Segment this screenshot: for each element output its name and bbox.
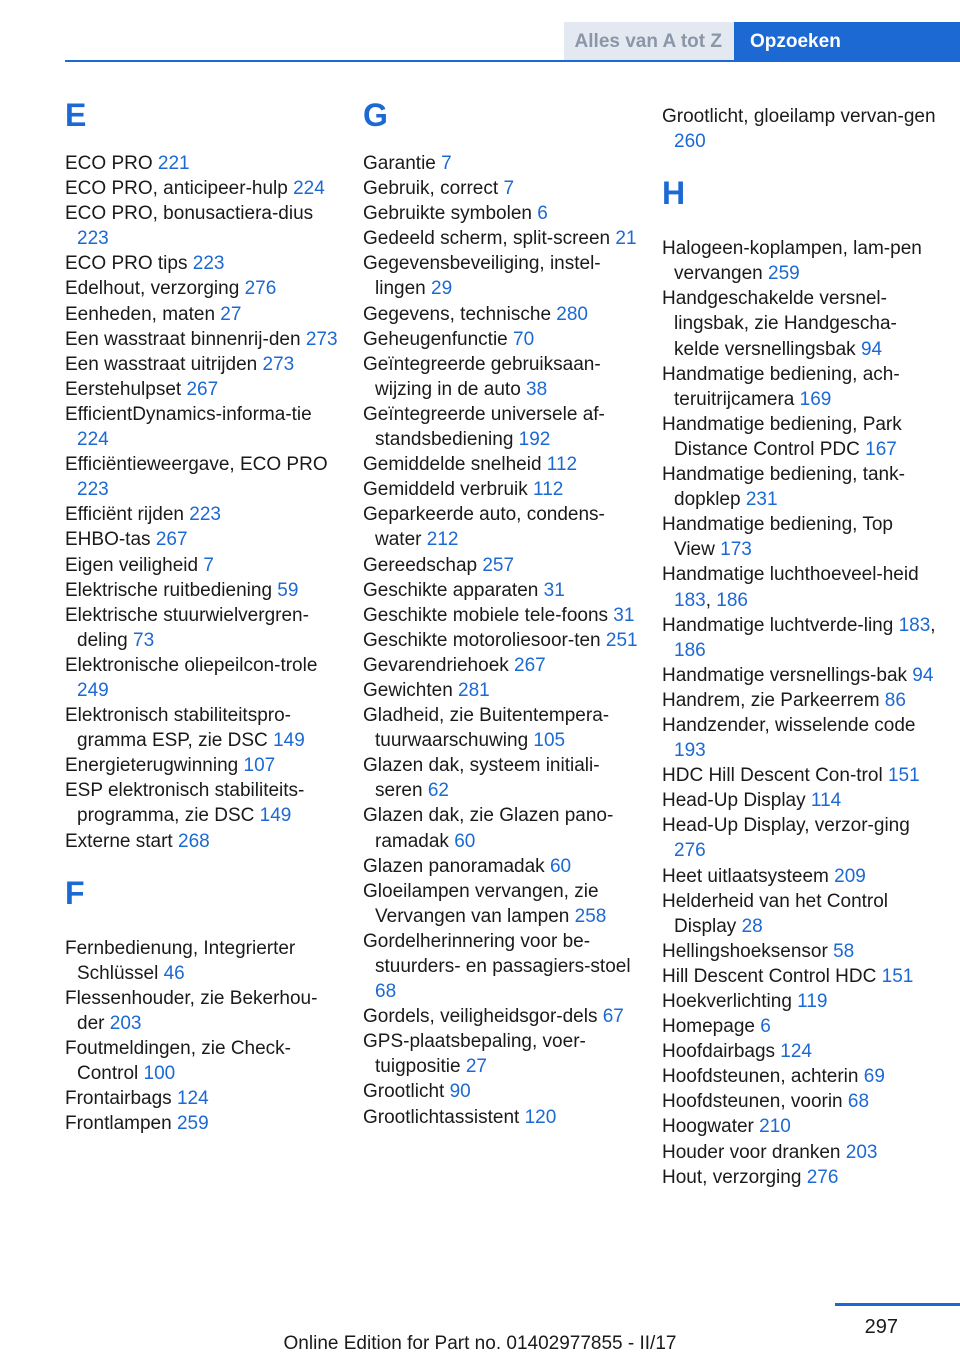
page-reference-link[interactable]: 231	[745, 489, 778, 511]
page-reference-link[interactable]: 203	[109, 1012, 142, 1034]
page-reference-link[interactable]: 223	[189, 504, 221, 526]
index-entry-term: ECO PRO tips	[65, 253, 193, 275]
index-entry	[662, 889, 937, 939]
index-entry-term: ECO PRO	[65, 153, 158, 174]
index-entry-term: Grootlichtassistent	[363, 1106, 525, 1128]
page-reference-link[interactable]: 280	[556, 303, 588, 325]
page-reference-link[interactable]: 258	[574, 905, 607, 927]
index-entry-term: Handmatige luchtverde-ling	[662, 614, 899, 636]
chapter-tab: Opzoeken	[734, 22, 960, 62]
index-entry: Handmatige luchtverde-ling 183, 186	[662, 614, 936, 661]
index-entry	[363, 201, 638, 226]
index-entry	[363, 1029, 638, 1079]
index-entry-term: Gegevens, technische	[363, 303, 557, 325]
index-entry-term: Glazen dak, systeem initiali-seren	[363, 755, 600, 802]
index-entry	[65, 502, 340, 527]
index-entry-term: Geïntegreerde universele af-standsbediening	[363, 403, 605, 451]
index-entry	[65, 603, 340, 653]
index-entry	[662, 1089, 937, 1114]
page-reference-link[interactable]: 60	[454, 830, 476, 852]
index-entry	[363, 678, 638, 703]
index-entry-term: Glazen panoramadak	[363, 855, 550, 877]
index-entry	[662, 663, 937, 688]
page-reference-link[interactable]: 259	[176, 1113, 209, 1135]
index-entry	[65, 753, 340, 778]
index-entry	[363, 477, 638, 502]
index-entry	[662, 864, 937, 889]
page-reference-link[interactable]: 212	[426, 529, 459, 551]
page-reference-link[interactable]: 105	[533, 730, 566, 752]
index-entry	[65, 578, 340, 603]
page-reference-link[interactable]: 6	[537, 203, 548, 225]
index-entry	[662, 512, 937, 562]
index-entry	[662, 286, 937, 361]
index-entry-term: Edelhout, verzorging	[65, 278, 245, 300]
page-reference-link[interactable]: 68	[375, 981, 397, 1003]
index-entry	[65, 829, 340, 854]
index-entry-term: Heet uitlaatsysteem	[662, 865, 835, 887]
index-entry-term: Geschikte apparaten	[363, 579, 544, 601]
page-reference-link[interactable]: 186	[674, 639, 706, 661]
index-entry	[65, 251, 340, 276]
page-reference-link[interactable]: 31	[543, 579, 565, 601]
index-entry	[662, 989, 937, 1014]
index-entry	[363, 929, 638, 1004]
index-entry	[363, 452, 638, 477]
page-reference-link[interactable]: 259	[768, 263, 800, 285]
index-entry-term: Hoofdsteunen, voorin	[662, 1091, 848, 1113]
index-entry	[65, 527, 340, 552]
index-entry-term: ECO PRO, bonusactiera-dius	[65, 203, 314, 225]
page-reference-link[interactable]: 149	[273, 730, 305, 752]
page-reference-link[interactable]: 251	[605, 629, 638, 651]
page-reference-link[interactable]: 46	[163, 962, 185, 984]
index-entry	[363, 226, 638, 251]
index-entry-term: Gegevensbeveiliging, instel-lingen	[363, 253, 601, 300]
index-entry	[363, 703, 638, 753]
index-entry	[363, 578, 638, 603]
page-reference-link[interactable]: 90	[449, 1081, 471, 1103]
index-entry	[65, 1111, 340, 1136]
index-entry-term: Gewichten	[363, 679, 459, 701]
index-entry-term: Hoofdsteunen, achterin	[662, 1066, 864, 1088]
index-entry-term: Gebruik, correct	[363, 178, 504, 200]
page-reference-link[interactable]: 59	[277, 579, 299, 601]
index-entry-term: Handmatige versnellings-bak	[662, 664, 913, 686]
page-reference-link[interactable]: 60	[549, 855, 572, 877]
index-entry-term: Garantie	[363, 153, 442, 174]
index-entry-term: Geheugenfunctie	[363, 328, 514, 350]
page-reference-link[interactable]: 73	[133, 629, 155, 651]
page-reference-link[interactable]: 169	[799, 388, 832, 410]
index-entry-term: HDC Hill Descent Con-trol	[662, 765, 888, 787]
page-reference-link[interactable]: 114	[810, 790, 842, 812]
index-entry	[662, 964, 937, 989]
index-entry-term: Head-Up Display	[662, 790, 811, 812]
index-entry-term: Hill Descent Control HDC	[662, 965, 882, 987]
index-entry	[65, 377, 340, 402]
index-entry-term: Hellingshoeksensor	[662, 940, 834, 962]
index-entry	[363, 302, 638, 327]
page-reference-link[interactable]: 173	[720, 539, 752, 561]
index-entry	[363, 251, 638, 301]
index-entry	[662, 362, 937, 412]
index-entry-term: Gereedschap	[363, 554, 483, 576]
page-reference-link[interactable]: 151	[881, 965, 914, 987]
index-entry-term: Fernbedienung, Integrierter Schlüssel	[65, 937, 296, 984]
page-reference-link[interactable]: 276	[674, 840, 706, 862]
index-letter-heading: G	[363, 97, 388, 133]
page-reference-link[interactable]: 224	[293, 178, 325, 200]
index-entry	[363, 402, 638, 452]
index-entry-term: Externe start	[65, 830, 178, 852]
index-entry-term: Eerstehulpset	[65, 378, 187, 400]
page-reference-link[interactable]: 209	[834, 865, 866, 887]
index-entry	[363, 151, 638, 176]
index-entry	[65, 402, 340, 452]
index-entry	[662, 1039, 937, 1064]
index-entry	[65, 1036, 340, 1086]
page-reference-link[interactable]: 94	[912, 664, 934, 686]
index-entry	[363, 879, 638, 929]
index-entry-term: Energieterugwinning	[65, 755, 244, 777]
page-reference-link[interactable]: 6	[760, 1016, 771, 1038]
index-entry	[662, 688, 937, 713]
index-entry-term: Frontairbags	[65, 1088, 177, 1110]
index-entry	[662, 939, 937, 964]
page-reference-link[interactable]: 100	[143, 1063, 176, 1085]
index-entry	[662, 813, 937, 863]
page-reference-link[interactable]: 151	[887, 765, 920, 787]
page-reference-link[interactable]: 27	[465, 1056, 487, 1078]
index-entry-term: Gevarendriehoek	[363, 654, 515, 676]
index-entry-term: Frontlampen	[65, 1113, 177, 1135]
page-reference-link[interactable]: 183	[674, 589, 706, 611]
page-reference-link[interactable]: 267	[514, 654, 546, 676]
page-reference-link[interactable]: 224	[77, 429, 109, 451]
page-reference-link[interactable]: 267	[186, 378, 219, 400]
index-letter-heading: E	[65, 97, 87, 133]
index-entry	[363, 603, 638, 628]
page-reference-link[interactable]: 27	[220, 303, 242, 325]
page-reference-link[interactable]: 223	[77, 479, 109, 501]
index-entry	[662, 1014, 937, 1039]
index-entry	[363, 352, 638, 402]
index-entry	[363, 1004, 638, 1029]
page-reference-link[interactable]: 7	[441, 153, 452, 174]
index-entry	[662, 763, 937, 788]
index-entry-term: Gordelherinnering voor be-stuurders- en passagiers-stoel	[363, 930, 631, 977]
page-reference-link[interactable]: 28	[741, 915, 763, 937]
page-reference-link[interactable]: 281	[458, 679, 490, 701]
index-column-1	[65, 95, 340, 1136]
index-entry-term: Handmatige luchthoeveel-heid	[662, 564, 919, 586]
section-tab: Alles van A tot Z	[564, 22, 734, 60]
index-entry-term: Elektronisch stabiliteitspro-gramma ESP, zie DSC	[65, 705, 291, 752]
page-reference-link[interactable]: 276	[806, 1166, 839, 1188]
page-reference-link[interactable]: 7	[203, 554, 214, 576]
index-entry-term: Een wasstraat uitrijden	[65, 353, 263, 375]
index-entry-term: Halogeen-koplampen, lam-pen vervangen	[662, 238, 922, 285]
index-entry-term: EfficientDynamics-informa-tie	[65, 403, 312, 425]
index-entry	[662, 1140, 937, 1165]
index-entry-term: Gedeeld scherm, split-screen	[363, 228, 616, 250]
index-entry-term: Geschikte mobiele tele-foons	[363, 604, 614, 626]
page-reference-link[interactable]: 276	[244, 278, 277, 300]
index-entry-term: Handmatige bediening, tank-dopklep	[662, 464, 905, 511]
index-entry-term: Handmatige bediening, Park Distance Control PDC	[662, 413, 902, 460]
index-letter-heading: F	[65, 874, 85, 911]
index-entry	[65, 1086, 340, 1111]
page-reference-link[interactable]: 31	[613, 604, 635, 626]
page-reference-link[interactable]: 268	[178, 830, 210, 852]
index-entry	[363, 803, 638, 853]
index-entry-term: Gordels, veiligheidsgor-dels	[363, 1006, 603, 1028]
page-reference-link[interactable]: 273	[305, 328, 338, 350]
page-reference-link[interactable]: 149	[259, 805, 292, 827]
index-entry-term: Flessenhouder, zie Bekerhou-der	[65, 987, 318, 1034]
index-entry	[363, 1079, 638, 1104]
index-entry-term: Gemiddelde snelheid	[363, 454, 547, 476]
page-number: 297	[864, 1316, 898, 1338]
index-entry	[363, 753, 638, 803]
index-entry	[65, 352, 340, 377]
page-reference-link[interactable]: 192	[518, 429, 551, 451]
page-reference-link[interactable]: 68	[847, 1091, 870, 1113]
index-entry-term: Handgeschakelde versnel-lingsbak, zie Handgescha-kelde versnellingsbak	[662, 288, 897, 360]
index-entry-term: Elektrische stuurwielvergren-deling	[65, 604, 309, 651]
page-reference-link[interactable]: 260	[674, 131, 706, 153]
index-entry-term: ECO PRO, anticipeer-hulp	[65, 178, 294, 200]
index-entry-term: Hoofdairbags	[662, 1041, 781, 1063]
index-entry	[65, 452, 340, 502]
index-entry-term: Hoekverlichting	[662, 991, 798, 1012]
index-entry-term: Efficiënt rijden	[65, 504, 190, 526]
page-reference-link[interactable]: 203	[845, 1141, 878, 1163]
index-entry-term: Glazen dak, zie Glazen pano-ramadak	[363, 805, 614, 852]
index-entry-term: Geschikte motoroliesoor-ten	[363, 629, 606, 651]
header-rule	[65, 60, 960, 62]
index-entry-term: Grootlicht	[363, 1081, 450, 1103]
index-entry-term: Head-Up Display, verzor-ging	[662, 815, 910, 837]
index-entry-term: Eenheden, maten	[65, 303, 221, 325]
index-entry	[662, 462, 937, 512]
page-reference-link[interactable]: 86	[884, 689, 906, 711]
page-reference-link[interactable]: 167	[865, 438, 897, 460]
index-column-3	[662, 104, 937, 1190]
index-entry	[65, 553, 340, 578]
page-reference-link[interactable]: 69	[863, 1066, 885, 1088]
page-reference-link[interactable]: 183	[898, 614, 931, 636]
index-entry-term: ESP elektronisch stabiliteits-programma, zie DSC	[65, 780, 305, 827]
page-reference-link[interactable]: 223	[192, 253, 225, 275]
page-reference-link[interactable]: 186	[716, 589, 748, 611]
page-reference-link[interactable]: 210	[759, 1116, 791, 1138]
index-entry	[65, 653, 340, 703]
index-entry	[65, 986, 340, 1036]
index-entry-term: Grootlicht, gloeilamp vervan-gen	[662, 106, 936, 127]
page-reference-link[interactable]: 120	[524, 1106, 557, 1128]
index-entry-term: Handmatige bediening, ach-teruitrijcamera	[662, 363, 900, 410]
page-reference-link[interactable]: 119	[797, 991, 828, 1012]
page-reference-link[interactable]: 107	[243, 755, 276, 777]
index-entry-term: Handzender, wisselende code	[662, 714, 916, 736]
index-entry	[363, 628, 638, 653]
index-entry-term: Hout, verzorging	[662, 1166, 807, 1188]
index-entry	[662, 236, 937, 286]
index-entry-term: Elektronische oliepeilcon-trole	[65, 654, 318, 676]
index-entry	[662, 788, 937, 813]
index-entry-term: Geparkeerde auto, condens-water	[363, 504, 605, 551]
index-entry	[662, 1114, 937, 1139]
footer-rule	[835, 1303, 960, 1306]
index-entry-term: Eigen veiligheid	[65, 554, 204, 576]
index-entry	[662, 713, 937, 763]
index-entry	[662, 1064, 937, 1089]
page-reference-link[interactable]: 38	[526, 378, 548, 400]
index-letter-heading: H	[662, 175, 686, 212]
page-reference-link[interactable]: 94	[860, 338, 883, 360]
page-reference-link[interactable]: 124	[780, 1041, 812, 1063]
index-entry-term: Helderheid van het Control Display	[662, 890, 889, 937]
index-entry	[65, 703, 340, 753]
index-entry	[363, 854, 638, 879]
page-reference-link[interactable]: 70	[513, 328, 535, 350]
index-entry	[662, 412, 937, 462]
index-entry-term: Hoogwater	[662, 1116, 760, 1138]
index-entry	[65, 176, 340, 201]
index-entry-term: Elektrische ruitbediening	[65, 579, 278, 601]
index-entry-term: Gladheid, zie Buitentempera-tuurwaarschuwing	[363, 705, 610, 752]
index-entry	[363, 176, 638, 201]
page-reference-link[interactable]: 7	[503, 178, 515, 200]
edition-footer: Online Edition for Part no. 01402977855 - II/17	[283, 1333, 677, 1354]
page-reference-link[interactable]: 267	[155, 529, 188, 551]
index-entry	[363, 1105, 638, 1130]
index-entry	[65, 276, 340, 301]
page-reference-link[interactable]: 21	[615, 228, 637, 250]
index-entry	[363, 653, 638, 678]
index-entry-term: Een wasstraat binnenrij-den	[65, 328, 306, 350]
page-reference-link[interactable]: 257	[482, 554, 515, 576]
index-entry: Handmatige luchthoeveel-heid 183, 186	[662, 564, 919, 611]
page-header	[65, 22, 960, 62]
index-entry	[662, 104, 937, 154]
index-entry-term: Gemiddeld verbruik	[363, 479, 534, 501]
index-entry	[65, 151, 340, 176]
index-entry-term: GPS-plaatsbepaling, voer-tuigpositie	[363, 1031, 586, 1078]
index-entry	[363, 502, 638, 552]
index-entry	[65, 201, 340, 251]
page-reference-link[interactable]: 124	[176, 1088, 209, 1110]
index-entry	[65, 302, 340, 327]
page-reference-link[interactable]: 58	[833, 940, 855, 962]
page-reference-link[interactable]: 67	[602, 1006, 624, 1028]
index-entry	[65, 936, 340, 986]
index-entry-term: Homepage	[662, 1016, 761, 1038]
index-entry	[363, 327, 638, 352]
index-entry-term: Gebruikte symbolen	[363, 203, 538, 225]
index-entry-term: Houder voor dranken	[662, 1141, 846, 1163]
index-entry-term: Geïntegreerde gebruiksaan-wijzing in de auto	[363, 353, 601, 400]
page-reference-link[interactable]: 249	[77, 679, 109, 701]
page-reference-link[interactable]: 193	[674, 740, 706, 762]
page-reference-link[interactable]: 273	[262, 353, 295, 375]
index-entry-term: Foutmeldingen, zie Check-Control	[65, 1038, 291, 1085]
page-reference-link[interactable]: 112	[546, 454, 578, 476]
page-reference-link[interactable]: 223	[77, 228, 109, 250]
index-entry-term: Efficiëntieweergave, ECO PRO	[65, 454, 328, 476]
index-entry-term: Handrem, zie Parkeerrem	[662, 689, 885, 711]
index-column-2	[363, 95, 638, 1130]
page-reference-link[interactable]: 112	[533, 479, 564, 501]
index-entry-term: Handmatige bediening, Top View	[662, 514, 893, 561]
index-entry	[65, 327, 340, 352]
index-entry	[363, 553, 638, 578]
index-entry-term: EHBO-tas	[65, 529, 156, 551]
page-reference-link[interactable]: 62	[427, 780, 449, 802]
index-entry	[65, 778, 340, 828]
page-reference-link[interactable]: 29	[431, 278, 453, 300]
page-reference-link[interactable]: 221	[157, 153, 190, 174]
index-entry-term: Gloeilampen vervangen, zie Vervangen van lampen	[363, 880, 599, 927]
index-entry	[662, 1165, 937, 1190]
